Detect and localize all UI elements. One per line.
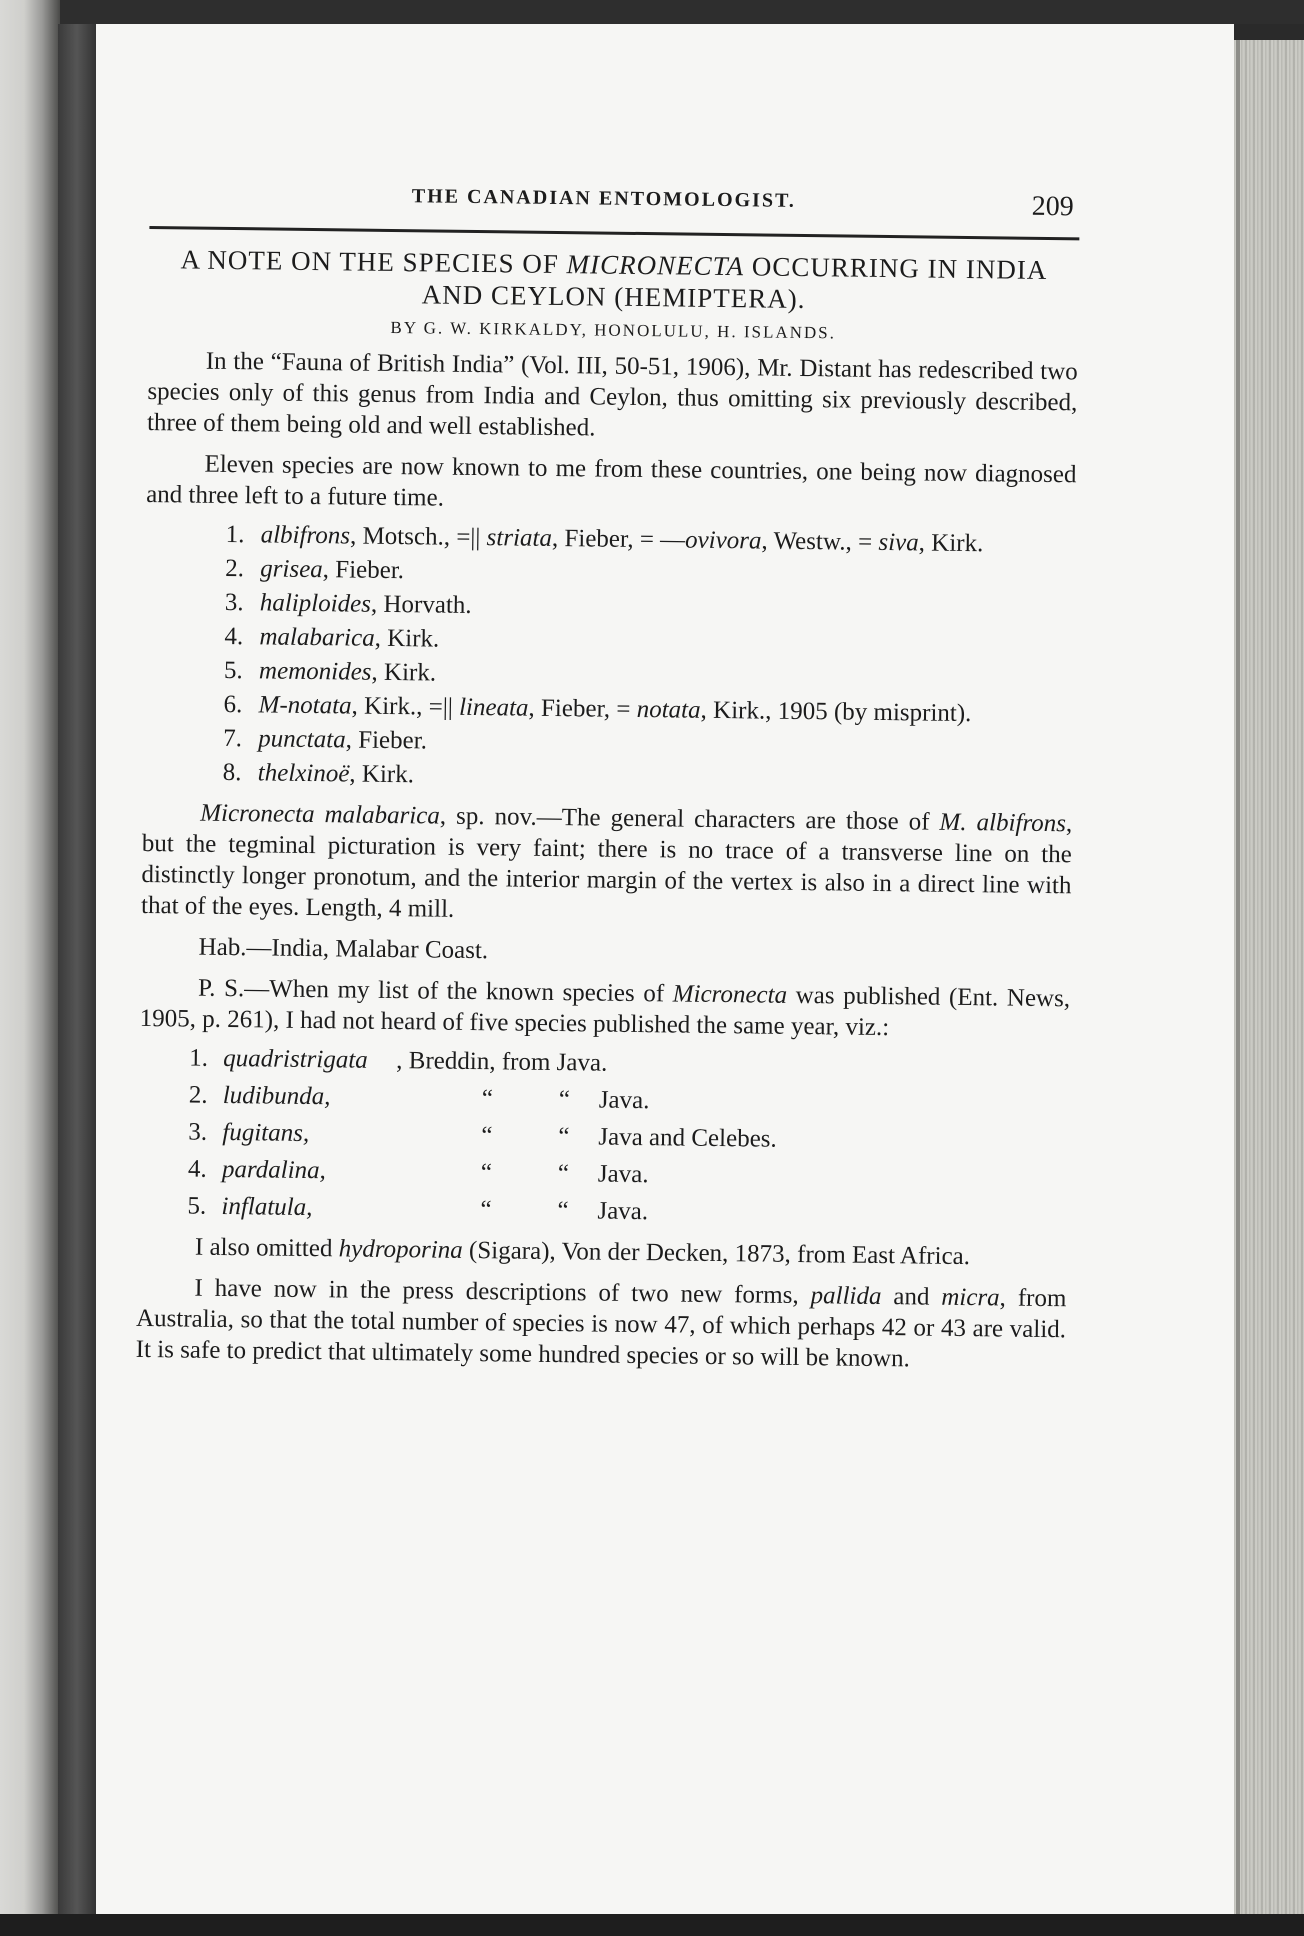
paragraph-text: I also omitted xyxy=(194,1233,339,1263)
item-text: , Kirk. xyxy=(918,529,984,558)
paragraph-text: , but the tegminal picturation is very faint; there is no trace of a transverse line on the distinctly longer pronotum, and the interior margin of the vertex is also in a direct line with that of the eyes. Length, 4 mill. xyxy=(140,810,1073,923)
item-text: , Horvath. xyxy=(370,590,472,619)
paragraph-text: and xyxy=(881,1283,942,1311)
item-number: 3. xyxy=(188,1118,208,1146)
species-name: micra xyxy=(941,1283,1000,1312)
item-text: , Kirk., 1905 (by misprint). xyxy=(700,696,972,728)
species-name: ludibunda, xyxy=(222,1081,331,1111)
item-number: 2. xyxy=(225,554,245,583)
item-text: , Kirk. xyxy=(349,760,415,789)
synonym-name: lineata xyxy=(458,693,529,722)
article-title xyxy=(148,243,1079,318)
ditto-mark: “ xyxy=(557,1160,570,1188)
item-text: , Westw., = xyxy=(761,527,879,556)
item-number: 5. xyxy=(223,656,243,685)
item-text: , Kirk., =|| xyxy=(351,692,460,721)
item-number: 6. xyxy=(223,690,243,719)
item-text: , Fieber. xyxy=(322,556,405,585)
scan-top-border xyxy=(0,0,1304,24)
omitted-paragraph xyxy=(137,1231,1067,1273)
species-name: quadristrigata xyxy=(223,1044,368,1074)
ditto-mark: “ xyxy=(557,1197,569,1225)
list-item xyxy=(137,1190,1067,1232)
page-stack-edge xyxy=(1234,40,1304,1914)
species-name: Micronecta malabarica xyxy=(200,799,441,830)
item-text: , Kirk. xyxy=(374,624,440,653)
ditto-mark: “ xyxy=(558,1123,570,1151)
postscript-species-list xyxy=(137,1042,1069,1232)
species-name: thelxinoë xyxy=(257,759,350,788)
book-spine-gutter xyxy=(58,24,100,1914)
species-list xyxy=(143,518,1076,798)
list-item xyxy=(138,1116,1068,1158)
item-number: 1. xyxy=(189,1044,209,1072)
item-number: 4. xyxy=(187,1155,207,1183)
list-item xyxy=(138,1153,1068,1195)
paragraph-text: (Sigara), Von der Decken, 1873, from East Africa. xyxy=(462,1236,971,1271)
species-name: albifrons xyxy=(260,521,351,550)
species-name: malabarica xyxy=(259,623,375,652)
item-number: 2. xyxy=(188,1081,208,1109)
species-name: pardalina, xyxy=(221,1155,327,1185)
locality: Java. xyxy=(597,1160,649,1189)
synonym-name: striata xyxy=(486,524,553,552)
list-item xyxy=(139,1079,1069,1121)
species-name: inflatula, xyxy=(221,1192,313,1222)
locality: Java. xyxy=(598,1086,650,1115)
species-name: M. albifrons xyxy=(939,808,1067,838)
species-name: memonides xyxy=(258,657,372,686)
synonym-name: siva xyxy=(878,528,919,557)
ditto-mark: “ xyxy=(481,1085,494,1113)
synonym-name: notata xyxy=(636,695,701,724)
closing-paragraph xyxy=(136,1272,1067,1376)
page-edge-line xyxy=(1236,40,1240,1914)
byline: BY G. W. KIRKALDY, HONOLULU, H. ISLANDS. xyxy=(390,317,837,343)
item-number: 4. xyxy=(224,622,244,651)
ditto-mark: “ xyxy=(480,1196,492,1224)
item-number: 1. xyxy=(225,520,245,549)
species-name: M-notata xyxy=(258,691,352,720)
postscript-paragraph xyxy=(140,972,1071,1045)
title-genus: MICRONECTA xyxy=(566,249,745,282)
item-number: 3. xyxy=(224,588,244,617)
item-text: , Fieber, = xyxy=(528,694,637,723)
paragraph-text: I have now in the press descriptions of two new forms, xyxy=(194,1274,811,1310)
scan-bottom-border xyxy=(0,1914,1304,1936)
species-name: pallida xyxy=(810,1282,882,1311)
title-part: OCCURRING IN INDIA AND CEYLON (HEMIPTERA). xyxy=(421,251,1048,315)
paragraph-text: was published (Ent. News, 1905, p. 261), I had not heard of five species published the same year, viz.: xyxy=(139,981,1071,1042)
habitat-line: Hab.—India, Malabar Coast. xyxy=(198,933,489,965)
genus-name: Micronecta xyxy=(672,980,788,1009)
species-name: haliploides xyxy=(259,589,372,618)
item-text: , Fieber. xyxy=(345,726,428,755)
paragraph-text: , from Australia, so that the total number of species is now 47, of which perhaps 42 or 43 are valid. It is safe to predict that ultimately some hundred species or so will be known. xyxy=(135,1284,1067,1373)
locality: Java. xyxy=(597,1197,649,1226)
item-number: 5. xyxy=(187,1192,207,1220)
list-item xyxy=(139,1042,1069,1084)
description-paragraph xyxy=(141,797,1072,932)
species-name: grisea xyxy=(260,555,323,584)
ditto-mark: “ xyxy=(481,1122,493,1150)
paragraph-text: , sp. nov.—The general characters are those of xyxy=(439,802,940,836)
species-name: punctata xyxy=(258,725,346,754)
item-text: , Fieber, = — xyxy=(551,524,686,554)
item-number: 8. xyxy=(222,758,242,787)
item-text: , Kirk. xyxy=(371,658,437,687)
synonym-name: ovivora xyxy=(684,526,762,555)
page-content xyxy=(136,180,1080,1376)
item-text: , Breddin, from Java. xyxy=(396,1047,608,1077)
title-part: A NOTE ON THE SPECIES OF xyxy=(180,244,567,280)
journal-title: THE CANADIAN ENTOMOLOGIST. xyxy=(411,185,797,212)
ditto-mark: “ xyxy=(558,1086,571,1114)
paragraph-text: P. S.—When my list of the known species of xyxy=(197,974,673,1008)
second-paragraph: Eleven species are now known to me from these countries, one being now diagnosed and three left to a future time. xyxy=(145,450,1077,512)
ditto-mark: “ xyxy=(480,1159,493,1187)
item-number: 7. xyxy=(223,724,243,753)
species-name: fugitans, xyxy=(222,1118,310,1148)
locality: Java and Celebes. xyxy=(598,1123,777,1153)
item-text: , Motsch., =|| xyxy=(349,522,487,552)
page-number: 209 xyxy=(1031,190,1074,223)
intro-paragraph: In the “Fauna of British India” (Vol. III, 50-51, 1906), Mr. Distant has redescribed two species only of this genus from India and Ceylon, thus omitting six previously described, three of them being old and well established. xyxy=(146,347,1078,442)
facing-page-edge xyxy=(0,0,60,1936)
species-name: hydroporina xyxy=(338,1235,463,1264)
